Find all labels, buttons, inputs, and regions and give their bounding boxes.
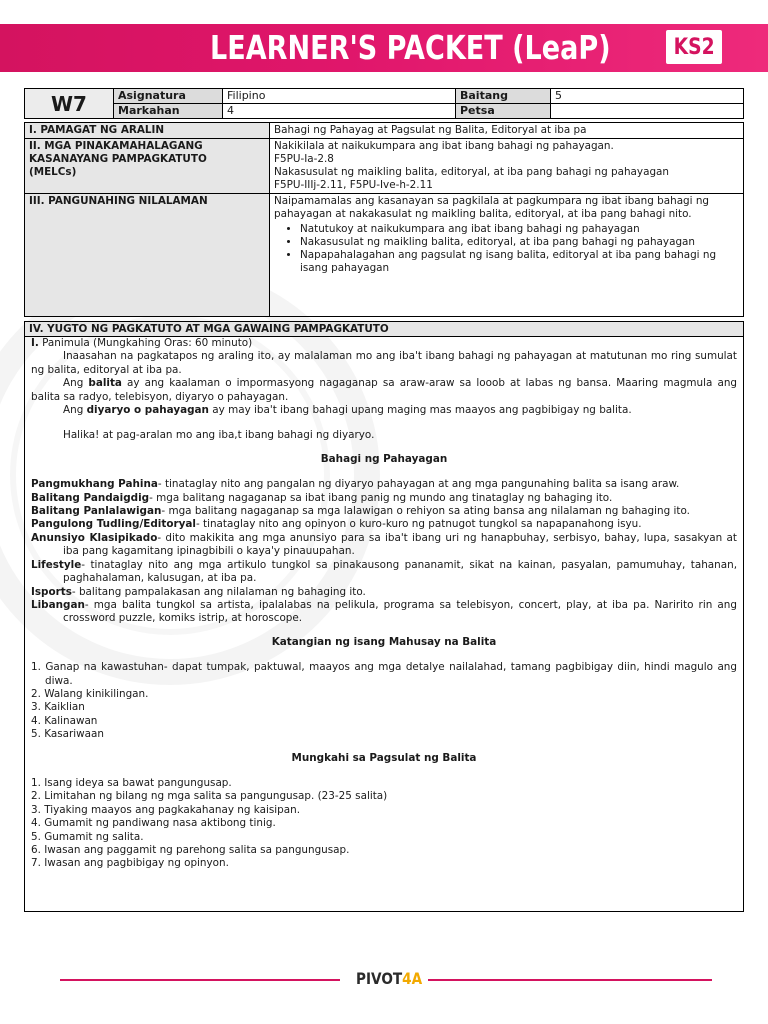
- newspaper-part: [31, 586, 737, 599]
- part-term: Balitang Pandaigdig: [31, 491, 150, 504]
- part-description: - dito makikita ang mga anunsiyo para sa iba't ibang uri ng hanapbuhay, serbisyo, bahay, lupa, sasakyan at iba pang kagamitang ipinagbibili o kaya'y pinauupahan.: [63, 531, 737, 558]
- paragraph: Halika! at pag-aralan mo ang iba,t ibang bahagi ng diyaryo.: [63, 429, 375, 442]
- list-item: • Napapahalagahan ang pagsulat ng isang balita, editoryal at iba pang bahagi ng isang pahayagan: [300, 249, 739, 275]
- text-run: ay ang kaalaman o impormasyong nagaganap sa araw-araw sa looob at labas ng bansa. Maaring magmula ang balita sa radyo, telebisyon, diyaryo o pahayagan.: [31, 377, 738, 403]
- tip-item: 1. Isang ideya sa bawat pangungusap.: [31, 776, 232, 789]
- main-content-intro: Naipamamalas ang kasanayan sa pagkilala at pagkumpara ng ibat ibang bahagi ng pahayagan at nakakasulat ng maikling balita, editoryal, at iba pang bahagi nito.: [274, 195, 710, 220]
- info-table: [24, 88, 744, 119]
- trait-item: 2. Walang kinikilingan.: [31, 687, 149, 700]
- newspaper-part: [31, 559, 737, 586]
- melc-code: F5PU-IIIj-2.11, F5PU-Ive-h-2.11: [274, 179, 433, 191]
- part-description: - tinataglay nito ang pangalan ng diyaryo pahayagan at ang mga pangunahing balita sa isang araw.: [157, 478, 680, 491]
- key-stage-label: KS2: [673, 34, 715, 60]
- grade-label: Baitang: [456, 89, 551, 104]
- date-value[interactable]: [551, 104, 744, 119]
- list-item: • Natutukoy at naikukumpara ang ibat ibang bahagi ng pahayagan: [300, 223, 739, 236]
- part-term: Libangan: [31, 598, 85, 611]
- newspaper-part: [31, 532, 737, 559]
- key-stage-badge: [666, 30, 722, 64]
- melc-label: [25, 139, 270, 194]
- part-term: Pangulong Tudling/Editoryal: [31, 518, 196, 531]
- melc-line: Nakasusulat ng maikling balita, editoryal, at iba pang bahagi ng pahayagan: [274, 166, 669, 178]
- tip-item: 7. Iwasan ang pagbibigay ng opinyon.: [31, 857, 229, 870]
- main-content: [270, 194, 744, 317]
- part-term: Anunsiyo Klasipikado: [31, 531, 158, 544]
- main-content-label: III. PANGUNAHING NILALAMAN: [25, 194, 270, 317]
- tip-item: 4. Gumamit ng pandiwang nasa aktibong tinig.: [31, 817, 276, 830]
- intro-title: Panimula (Mungkahing Oras: 60 minuto): [38, 337, 253, 349]
- part-description: - mga balita tungkol sa artista, ipalalabas na pelikula, programa sa telebisyon, concert, play, at iba pa. Naririto rin ang crossword puzzle, komiks istrip, at horoscope.: [63, 598, 737, 625]
- grade-value: 5: [551, 89, 744, 104]
- trait-item: 1. Ganap na kawastuhan- dapat tumpak, paktuwal, maayos ang mga detalye nailalahad, tamang pagbibigay diin, hindi magulo ang diwa.: [31, 661, 737, 687]
- melc-content: [270, 139, 744, 194]
- section4-heading: IV. YUGTO NG PAGKATUTO AT MGA GAWAING PAMPAGKATUTO: [25, 322, 743, 337]
- quarter-value: 4: [223, 104, 456, 119]
- melc-code: F5PU-Ia-2.8: [274, 153, 334, 165]
- content-bullet-list: [274, 223, 739, 275]
- part-description: - tinataglay nito ang opinyon o kuro-kuro ng patnugot tungkol sa napapanahong isyu.: [195, 518, 642, 531]
- tip-item: 2. Limitahan ng bilang ng mga salita sa pangungusap. (23-25 salita): [31, 790, 388, 803]
- lesson-title-label: I. PAMAGAT NG ARALIN: [25, 123, 270, 139]
- newspaper-part: [31, 505, 737, 518]
- newspaper-part: [31, 492, 737, 505]
- lesson-table: [24, 122, 744, 317]
- tip-item: 6. Iwasan ang paggamit ng parehong salita sa pangungusap.: [31, 844, 350, 856]
- logo-accent: 4A: [402, 969, 423, 988]
- week-label: W7: [25, 89, 114, 119]
- paragraph: [31, 377, 737, 404]
- pivot-logo: [356, 968, 423, 990]
- part-term: Balitang Panlalawigan: [31, 505, 162, 518]
- part-term: Pangmukhang Pahina: [31, 478, 158, 491]
- trait-item: 5. Kasariwaan: [31, 728, 104, 741]
- traits-heading: Katangian ng isang Mahusay na Balita: [271, 635, 497, 648]
- term-balita: balita: [88, 377, 122, 390]
- traits-list: [31, 661, 737, 741]
- part-description: - mga balitang nagaganap sa mga lalawigan o rehiyon sa ating bansa ang nilalaman ng bahaging ito.: [161, 505, 690, 518]
- logo-main: PIVOT: [356, 969, 403, 988]
- quarter-label: Markahan: [114, 104, 223, 119]
- part-description: - balitang pampalakasan ang nilalaman ng bahaging ito.: [71, 585, 366, 598]
- subject-value: Filipino: [223, 89, 456, 104]
- part-term: Lifestyle: [31, 558, 82, 571]
- trait-item: 3. Kaiklian: [31, 701, 85, 714]
- trait-item: 4. Kalinawan: [31, 714, 98, 727]
- list-item: • Nakasusulat ng maikling balita, editoryal, at iba pang bahagi ng pahayagan: [300, 236, 739, 249]
- page-title: LEARNER'S PACKET (LeaP): [210, 28, 611, 67]
- text-run: Ang: [63, 377, 89, 390]
- paragraph: [31, 404, 737, 417]
- tips-heading: Mungkahi sa Pagsulat ng Balita: [291, 751, 477, 764]
- footer-line-right: [428, 979, 712, 981]
- newspaper-part: [31, 599, 737, 626]
- lesson-title-value: Bahagi ng Pahayag at Pagsulat ng Balita, Editoryal at iba pa: [270, 123, 744, 139]
- part-description: - mga balitang nagaganap sa ibat ibang panig ng mundo ang tinataglay ng bahaging ito.: [149, 491, 613, 504]
- learning-activities-section: [24, 321, 744, 912]
- paragraph: Inaasahan na pagkatapos ng araling ito, ay malalaman mo ang iba't ibang bahagi ng pahayagan at matutunan mo ring sumulat ng balita, editoryal at iba pa.: [31, 350, 737, 376]
- text-run: ay may iba't ibang bahagi upang maging mas maayos ang pagbibigay ng balita.: [208, 404, 632, 417]
- date-label: Petsa: [456, 104, 551, 119]
- newspaper-part: [31, 478, 737, 491]
- subject-label: Asignatura: [114, 89, 223, 104]
- intro-line: [31, 337, 737, 350]
- parts-heading: Bahagi ng Pahayagan: [320, 452, 448, 465]
- intro-label: I.: [31, 337, 39, 349]
- part-description: - tinataglay nito ang mga artikulo tungkol sa pinakausong pananamit, sikat na kainan, pasyalan, pamumuhay, tahanan, paghahalaman, kalusugan, at iba pa.: [63, 558, 737, 585]
- melc-label-text: II. MGA PINAKAMAHALAGANG KASANAYANG PAMPAGKATUTO (MELCs): [29, 140, 207, 178]
- tip-item: 5. Gumamit ng salita.: [31, 830, 144, 843]
- melc-line: Nakikilala at naikukumpara ang ibat ibang bahagi ng pahayagan.: [274, 140, 614, 152]
- part-term: Isports: [31, 585, 72, 598]
- tips-list: [31, 777, 737, 871]
- term-diyaryo: diyaryo o pahayagan: [86, 404, 209, 417]
- tip-item: 3. Tiyaking maayos ang pagkakahanay ng kaisipan.: [31, 803, 301, 816]
- newspaper-part: [31, 518, 737, 531]
- parts-list: [31, 478, 737, 625]
- text-run: Ang: [63, 404, 87, 417]
- footer-line-left: [60, 979, 340, 981]
- section4-body: [25, 337, 743, 871]
